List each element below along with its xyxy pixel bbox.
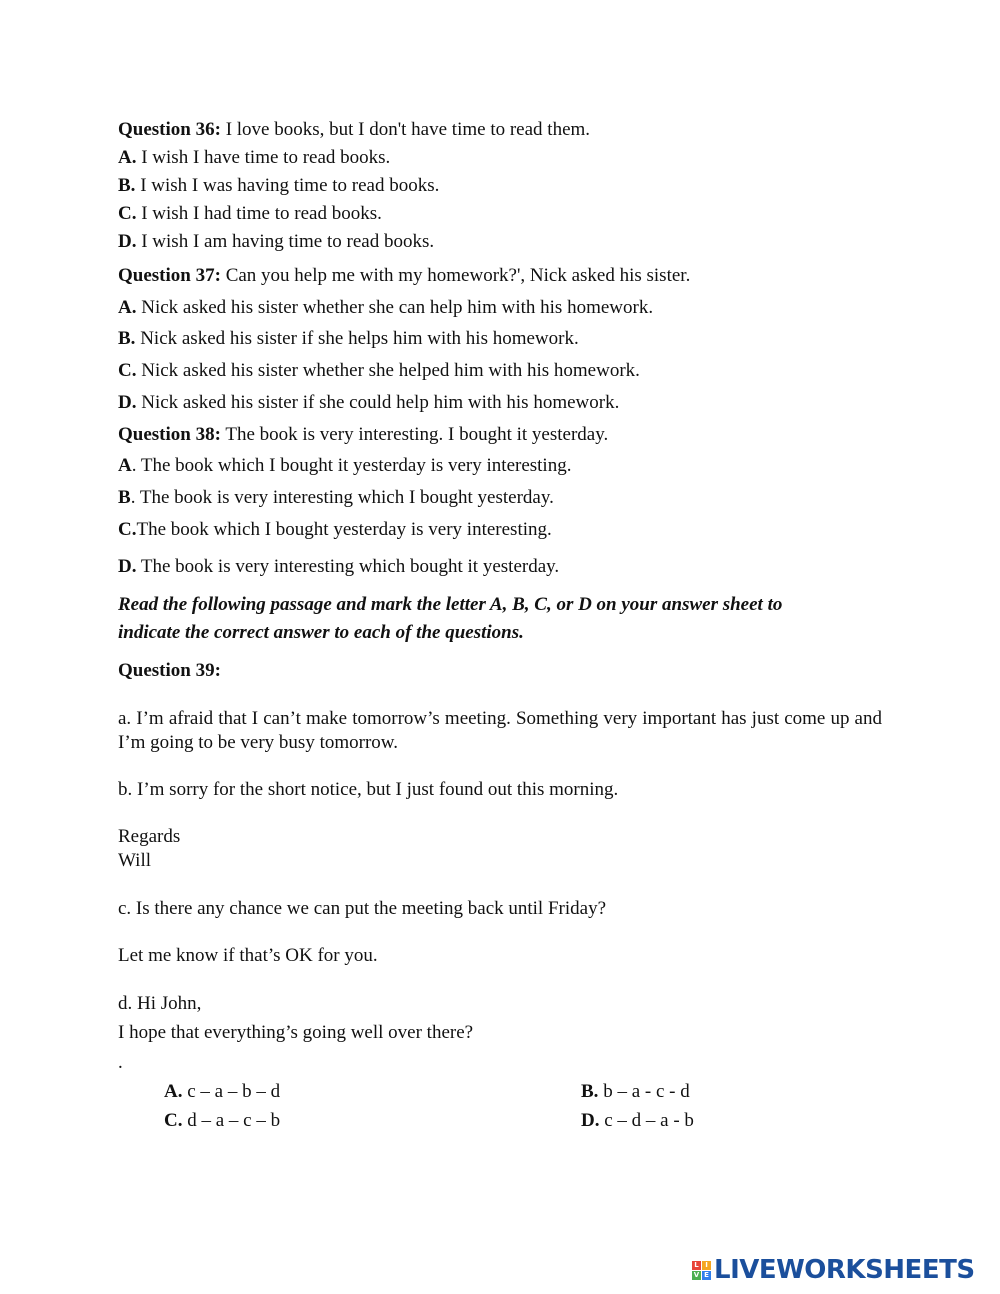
q38-option-d bbox=[118, 555, 559, 579]
option-text: . The book is very interesting which I bought yesterday. bbox=[130, 487, 554, 508]
q38-option-b bbox=[118, 486, 554, 510]
question-36 bbox=[118, 118, 590, 142]
q39-option-d bbox=[581, 1109, 694, 1133]
logo-mark-cell: I bbox=[702, 1261, 711, 1270]
option-letter: A. bbox=[118, 147, 137, 168]
option-letter: C. bbox=[164, 1110, 183, 1131]
q38-option-a bbox=[118, 454, 571, 478]
option-letter: A bbox=[118, 455, 132, 476]
option-text: I wish I have time to read books. bbox=[136, 147, 391, 168]
q39-option-a bbox=[164, 1080, 280, 1104]
option-text: Nick asked his sister if she could help him with his homework. bbox=[136, 392, 620, 413]
question-38 bbox=[118, 423, 608, 447]
question-stem: Can you help me with my homework?', Nick asked his sister. bbox=[220, 265, 691, 286]
option-letter: B bbox=[118, 487, 131, 508]
q39-option-b bbox=[581, 1080, 690, 1104]
passage-dot: . bbox=[118, 1052, 123, 1073]
logo-mark-cell: L bbox=[692, 1261, 701, 1270]
option-text: I wish I am having time to read books. bbox=[136, 231, 435, 252]
option-text: Nick asked his sister whether she can help him with his homework. bbox=[136, 297, 654, 318]
logo-mark-cell: E bbox=[702, 1271, 711, 1280]
question-label: Question 38: bbox=[118, 424, 221, 445]
option-letter: B. bbox=[118, 328, 136, 349]
option-letter: C. bbox=[118, 519, 137, 540]
question-label: Question 37: bbox=[118, 265, 221, 286]
option-letter: D. bbox=[118, 231, 137, 252]
option-letter: D. bbox=[118, 392, 137, 413]
q37-option-d bbox=[118, 391, 619, 415]
q36-option-b bbox=[118, 174, 439, 198]
passage-hope: I hope that everything’s going well over there? bbox=[118, 1022, 474, 1043]
q37-option-b bbox=[118, 327, 579, 351]
liveworksheets-logo bbox=[692, 1255, 975, 1285]
option-text: I wish I had time to read books. bbox=[136, 203, 382, 224]
passage-regards: Regards bbox=[118, 826, 181, 847]
option-text: The book is very interesting which bought it yesterday. bbox=[136, 556, 560, 577]
option-text: c – a – b – d bbox=[182, 1081, 281, 1102]
question-39-label: Question 39: bbox=[118, 660, 221, 681]
option-letter: B. bbox=[581, 1081, 599, 1102]
option-text: c – d – a - b bbox=[599, 1110, 694, 1131]
option-letter: A. bbox=[164, 1081, 183, 1102]
option-text: Nick asked his sister whether she helped him with his homework. bbox=[136, 360, 640, 381]
option-text: b – a - c - d bbox=[598, 1081, 690, 1102]
q36-option-d bbox=[118, 230, 434, 254]
q36-option-c bbox=[118, 202, 382, 226]
option-letter: B. bbox=[118, 175, 136, 196]
instructions-line-2: indicate the correct answer to each of the questions. bbox=[118, 622, 524, 643]
question-stem: I love books, but I don't have time to read them. bbox=[220, 119, 591, 140]
option-text: d – a – c – b bbox=[182, 1110, 281, 1131]
question-label: Question 36: bbox=[118, 119, 221, 140]
passage-paragraph-a: a. I’m afraid that I can’t make tomorrow’s meeting. Something very important has just come up and I’m going to be very busy tomorrow. bbox=[118, 708, 882, 753]
option-letter: D. bbox=[581, 1110, 600, 1131]
option-text: Nick asked his sister if she helps him with his homework. bbox=[135, 328, 579, 349]
option-letter: C. bbox=[118, 203, 137, 224]
logo-text: LIVEWORKSHEETS bbox=[714, 1255, 975, 1285]
option-letter: A. bbox=[118, 297, 137, 318]
question-37 bbox=[118, 264, 690, 288]
passage-let-me-know: Let me know if that’s OK for you. bbox=[118, 945, 378, 966]
passage-greeting: d. Hi John, bbox=[118, 993, 202, 1014]
passage-signature: Will bbox=[118, 850, 152, 871]
q38-option-c bbox=[118, 518, 552, 542]
q37-option-a bbox=[118, 296, 653, 320]
option-letter: C. bbox=[118, 360, 137, 381]
option-text: . The book which I bought it yesterday is very interesting. bbox=[131, 455, 572, 476]
q37-option-c bbox=[118, 359, 640, 383]
passage-paragraph-b: b. I’m sorry for the short notice, but I just found out this morning. bbox=[118, 779, 619, 800]
option-text: The book which I bought yesterday is very interesting. bbox=[136, 519, 552, 540]
option-letter: D. bbox=[118, 556, 137, 577]
question-stem: The book is very interesting. I bought it yesterday. bbox=[220, 424, 609, 445]
option-text: I wish I was having time to read books. bbox=[135, 175, 440, 196]
q39-option-c bbox=[164, 1109, 280, 1133]
instructions-line-1: Read the following passage and mark the letter A, B, C, or D on your answer sheet to bbox=[118, 594, 783, 615]
logo-mark-cell: V bbox=[693, 1270, 700, 1279]
q36-option-a bbox=[118, 146, 390, 170]
liveworksheets-mark-icon bbox=[692, 1261, 711, 1280]
passage-paragraph-c: c. Is there any chance we can put the meeting back until Friday? bbox=[118, 898, 606, 919]
